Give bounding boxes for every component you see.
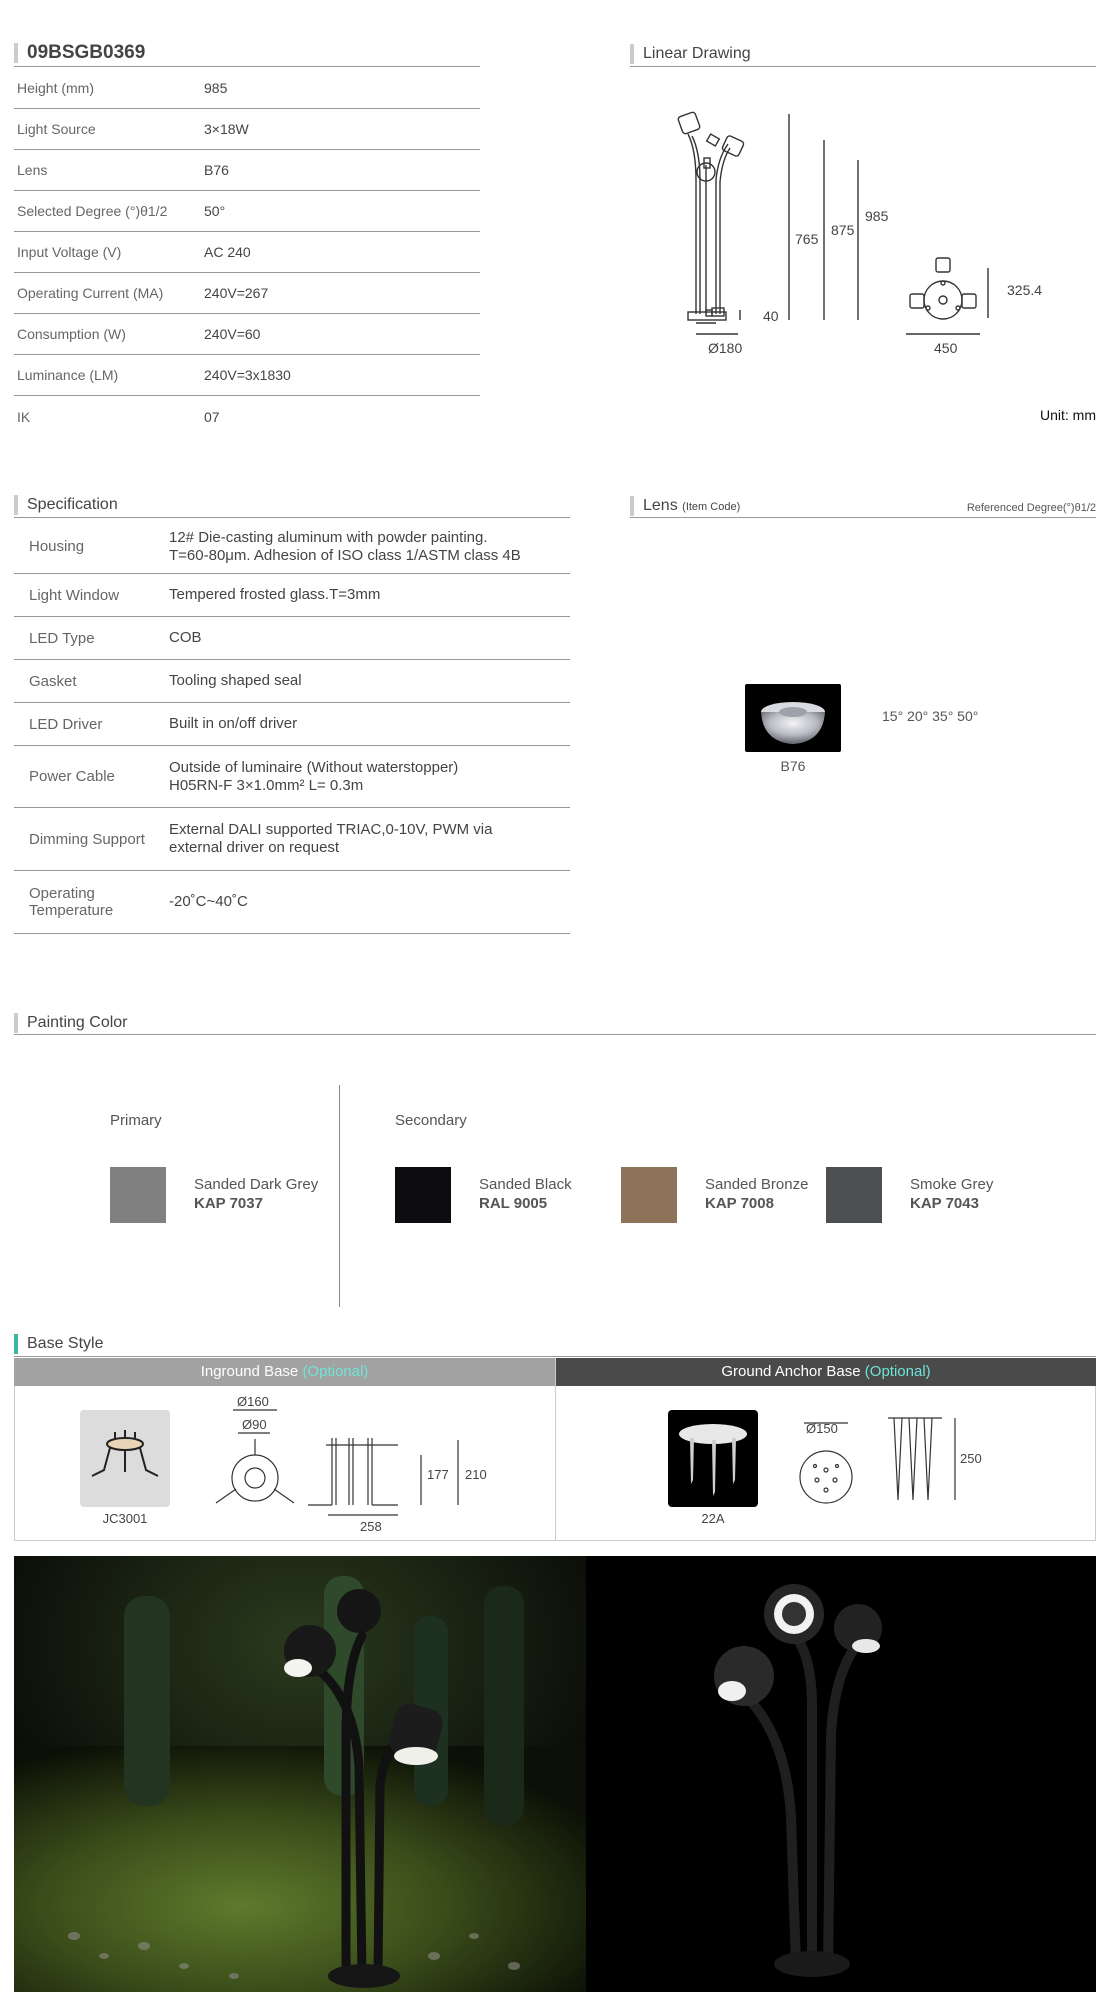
base-style-title: Base Style bbox=[14, 1334, 103, 1354]
param-label: Consumption (W) bbox=[17, 326, 126, 342]
inground-base-code: JC3001 bbox=[102, 1511, 148, 1526]
lens-image bbox=[745, 684, 841, 752]
painting-color-underline bbox=[14, 1034, 1096, 1035]
color-name: Sanded Bronze bbox=[705, 1176, 809, 1193]
color-sanded-dark-grey bbox=[194, 1175, 318, 1213]
color-name: Sanded Black bbox=[479, 1176, 572, 1193]
spec-value: COB bbox=[169, 629, 202, 646]
garden-scene-photo bbox=[14, 1556, 586, 1992]
specification-title: Specification bbox=[14, 495, 118, 515]
linear-drawing-underline bbox=[630, 66, 1096, 67]
color-code: KAP 7043 bbox=[910, 1195, 979, 1212]
spec-value-line: T=60-80μm. Adhesion of ISO class 1/ASTM class 4B bbox=[169, 546, 521, 564]
param-value: 3×18W bbox=[204, 121, 249, 137]
base-style-underline bbox=[14, 1356, 1096, 1357]
primary-secondary-divider bbox=[339, 1085, 340, 1307]
param-value: 240V=60 bbox=[204, 326, 261, 342]
spec-value-line: external driver on request bbox=[169, 839, 340, 856]
painting-color-title: Painting Color bbox=[14, 1013, 128, 1033]
inground-optional: (Optional) bbox=[302, 1363, 369, 1380]
spec-row bbox=[14, 617, 570, 660]
linear-drawing-title: Linear Drawing bbox=[630, 44, 751, 64]
bollard-side-view bbox=[688, 134, 730, 314]
dim-diameter-90: Ø90 bbox=[242, 1417, 267, 1432]
ground-anchor-base-image bbox=[668, 1410, 758, 1507]
unit-label: Unit: mm bbox=[1040, 407, 1096, 423]
params-row bbox=[14, 150, 480, 191]
param-value: 07 bbox=[204, 408, 220, 425]
swatch-sanded-bronze bbox=[621, 1167, 677, 1223]
params-table bbox=[14, 68, 480, 437]
dim-250: 250 bbox=[960, 1451, 982, 1466]
swatch-sanded-black bbox=[395, 1167, 451, 1223]
spec-value bbox=[169, 759, 564, 795]
param-label: Operating Current (MA) bbox=[17, 285, 164, 301]
spec-row bbox=[14, 871, 570, 934]
dim-177: 177 bbox=[427, 1467, 449, 1482]
dim-765: 765 bbox=[795, 231, 819, 247]
spec-label: Power Cable bbox=[29, 768, 115, 785]
primary-label: Primary bbox=[110, 1112, 162, 1129]
dim-diameter-150: Ø150 bbox=[806, 1421, 838, 1436]
spec-value-line: Outside of luminaire (Without waterstopper) bbox=[169, 758, 459, 776]
ground-anchor-icon bbox=[668, 1410, 758, 1507]
product-on-black-photo bbox=[586, 1556, 1096, 1992]
color-sanded-black bbox=[479, 1175, 572, 1213]
params-row bbox=[14, 314, 480, 355]
params-row bbox=[14, 273, 480, 314]
ground-anchor-base-code: 22A bbox=[701, 1511, 725, 1526]
inground-base-drawing bbox=[208, 1395, 498, 1530]
spec-label: Operating Temperature bbox=[29, 885, 114, 919]
params-row bbox=[14, 355, 480, 396]
spec-label: Dimming Support bbox=[29, 830, 145, 848]
lens-title-text: Lens bbox=[643, 497, 678, 514]
lens-subtitle: (Item Code) bbox=[682, 501, 741, 513]
color-code: RAL 9005 bbox=[479, 1195, 548, 1212]
spec-row bbox=[14, 703, 570, 746]
spec-value bbox=[169, 529, 564, 565]
dim-210: 210 bbox=[465, 1467, 487, 1482]
params-row bbox=[14, 396, 480, 437]
dim-450: 450 bbox=[934, 340, 958, 356]
params-row bbox=[14, 232, 480, 273]
params-row bbox=[14, 109, 480, 150]
secondary-label: Secondary bbox=[395, 1112, 467, 1129]
param-label: Luminance (LM) bbox=[17, 367, 119, 383]
spec-label: LED Type bbox=[29, 629, 95, 647]
spec-label: Light Window bbox=[29, 586, 120, 604]
spec-value: Built in on/off driver bbox=[169, 715, 298, 732]
spec-value bbox=[169, 821, 564, 857]
spec-value-line: External DALI supported TRIAC,0-10V, PWM via bbox=[169, 821, 493, 838]
spec-value: Tempered frosted glass.T=3mm bbox=[169, 586, 381, 603]
spec-row bbox=[14, 808, 570, 871]
param-value: 240V=3x1830 bbox=[204, 367, 291, 383]
spec-label: Gasket bbox=[29, 672, 77, 690]
color-name: Sanded Dark Grey bbox=[194, 1176, 319, 1193]
color-name: Smoke Grey bbox=[910, 1176, 994, 1193]
param-label: Lens bbox=[17, 162, 48, 178]
lens-degrees: 15° 20° 35° 50° bbox=[882, 708, 979, 724]
spec-value: Tooling shaped seal bbox=[169, 672, 302, 689]
spec-value: -20˚C~40˚C bbox=[169, 893, 248, 910]
anchor-optional: (Optional) bbox=[864, 1363, 931, 1380]
linear-drawing bbox=[660, 100, 1100, 370]
spec-row bbox=[14, 574, 570, 617]
spec-value-line: H05RN-F 3×1.0mm² L= 0.3m bbox=[169, 776, 364, 794]
param-value: 50° bbox=[204, 203, 226, 219]
lens-icon bbox=[745, 684, 841, 752]
param-value: 985 bbox=[204, 80, 228, 96]
param-label: IK bbox=[17, 408, 31, 425]
spec-row bbox=[14, 520, 570, 574]
inground-base-header bbox=[14, 1358, 555, 1386]
spec-label: Housing bbox=[29, 538, 85, 555]
spec-row bbox=[14, 660, 570, 703]
dim-875: 875 bbox=[831, 222, 855, 238]
params-row bbox=[14, 68, 480, 109]
param-label: Input Voltage (V) bbox=[17, 244, 122, 260]
inground-base-icon bbox=[80, 1410, 170, 1507]
lens-title bbox=[630, 496, 740, 516]
dim-40: 40 bbox=[763, 308, 779, 324]
param-value: 240V=267 bbox=[204, 285, 269, 301]
dim-258: 258 bbox=[360, 1519, 382, 1534]
specification-table bbox=[14, 520, 570, 934]
specification-underline bbox=[14, 517, 570, 518]
param-value: AC 240 bbox=[204, 244, 251, 260]
params-row bbox=[14, 191, 480, 232]
inground-base-image bbox=[80, 1410, 170, 1507]
param-label: Light Source bbox=[17, 121, 96, 137]
param-value: B76 bbox=[204, 162, 229, 178]
color-code: KAP 7037 bbox=[194, 1195, 263, 1212]
product-code: 09BSGB0369 bbox=[14, 43, 145, 63]
color-sanded-bronze bbox=[705, 1175, 808, 1213]
color-smoke-grey bbox=[910, 1175, 993, 1213]
ground-anchor-base-title: Ground Anchor Base bbox=[721, 1363, 861, 1380]
color-code: KAP 7008 bbox=[705, 1195, 774, 1212]
swatch-smoke-grey bbox=[826, 1167, 882, 1223]
spec-value-line: 12# Die-casting aluminum with powder painting. bbox=[169, 528, 488, 546]
inground-base-title: Inground Base bbox=[200, 1363, 299, 1380]
product-code-underline bbox=[14, 66, 480, 67]
dim-diameter-180: Ø180 bbox=[708, 340, 743, 356]
dim-diameter-160: Ø160 bbox=[237, 1394, 269, 1409]
lens-referenced-degree: Referenced Degree(°)θ1/2 bbox=[966, 502, 1096, 514]
dim-985: 985 bbox=[865, 208, 889, 224]
lens-underline bbox=[630, 517, 1096, 518]
swatch-sanded-dark-grey bbox=[110, 1167, 166, 1223]
spec-label: LED Driver bbox=[29, 715, 103, 733]
param-label: Selected Degree (°)θ1/2 bbox=[17, 203, 168, 219]
lens-code: B76 bbox=[780, 758, 806, 774]
spec-row bbox=[14, 746, 570, 808]
param-label: Height (mm) bbox=[17, 80, 95, 96]
ground-anchor-base-header bbox=[556, 1358, 1096, 1386]
dim-325-4: 325.4 bbox=[1007, 282, 1043, 298]
